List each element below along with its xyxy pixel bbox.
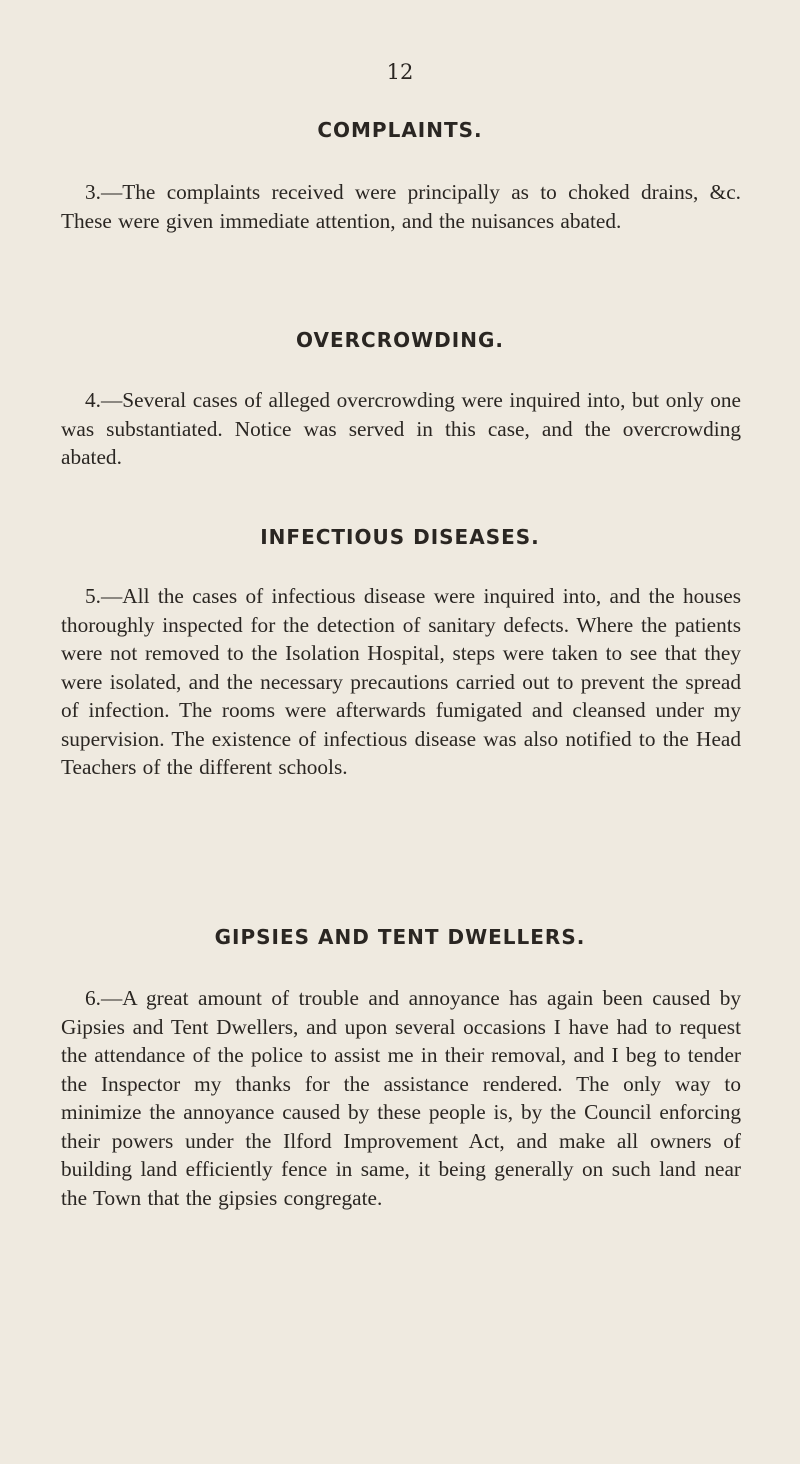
- page-number: 12: [386, 60, 414, 84]
- heading-overcrowding: OVERCROWDING.: [296, 328, 504, 352]
- heading-infectious-diseases: INFECTIOUS DISEASES.: [260, 525, 540, 549]
- paragraph-complaints: 3.—The complaints received were principally as to choked drains, &c. These were given immediate attention, and the nuisances abated.: [61, 180, 741, 233]
- paragraph-infectious-diseases: 5.—All the cases of infectious disease were inquired into, and the houses thoroughly inspected for the detection of sanitary defects. Where the patients were not removed to the Isolation Hospital, steps were taken to see that they were isolated, and the necessary precautions carried out to prevent the spread of infection. The rooms were afterwards fumigated and cleansed under my supervision. The existence of infectious disease was also notified to the Head Teachers of the different schools.: [61, 584, 741, 779]
- paragraph-overcrowding: 4.—Several cases of alleged overcrowding were inquired into, but only one was substantiated. Notice was served in this case, and the overcrowding abated.: [61, 388, 741, 469]
- heading-complaints: COMPLAINTS.: [317, 118, 483, 142]
- paragraph-gipsies-tent-dwellers: 6.—A great amount of trouble and annoyance has again been caused by Gipsies and Tent Dwellers, and upon several occasions I have had to request the attendance of the police to assist me in their removal, and I beg to tender the Inspector my thanks for the assistance rendered. The only way to minimize the annoyance caused by these people is, by the Council enforcing their powers under the Ilford Improvement Act, and make all owners of building land efficiently fence in same, it being generally on such land near the Town that the gipsies congregate.: [61, 986, 741, 1210]
- heading-gipsies-tent-dwellers: GIPSIES AND TENT DWELLERS.: [214, 925, 586, 949]
